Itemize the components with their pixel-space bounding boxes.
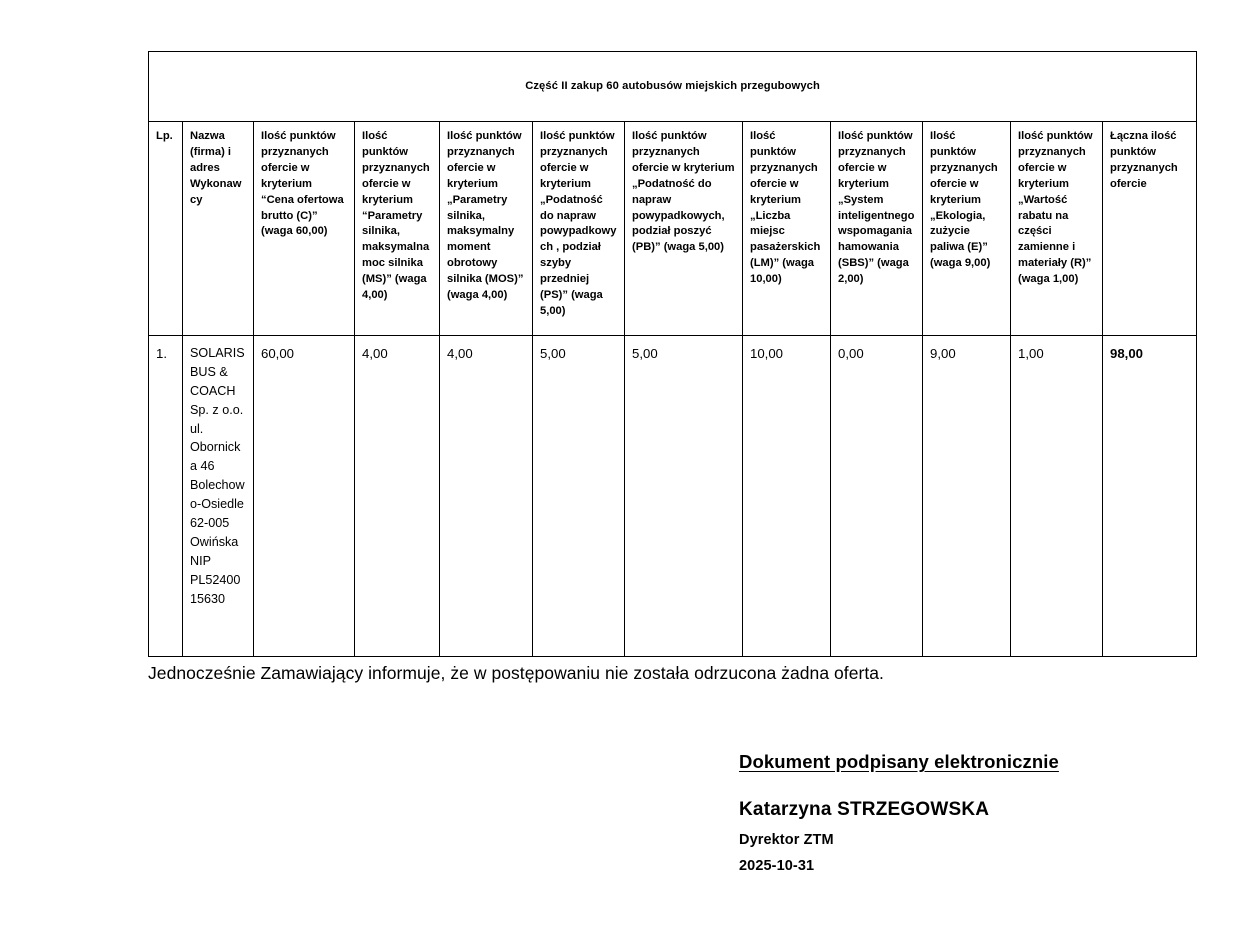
- signatory-name: Katarzyna STRZEGOWSKA: [739, 799, 990, 820]
- cell-score-total: 98,00: [1103, 336, 1197, 657]
- cell-score-r: 1,00: [1011, 336, 1103, 657]
- table-header-row: [149, 122, 1197, 336]
- table-title-row: [149, 52, 1197, 122]
- column-header-price: Ilość punktów przyznanych ofercie w kryterium “Cena ofertowa brutto (C)” (waga 60,00): [254, 122, 355, 336]
- column-header-sbs: Ilość punktów przyznanych ofercie w kryterium „System inteligentnego wspomagania hamowania (SBS)” (waga 2,00): [831, 122, 923, 336]
- table-title: Część II zakup 60 autobusów miejskich przegubowych: [149, 52, 1197, 122]
- column-header-ps: Ilość punktów przyznanych ofercie w kryterium „Podatność do napraw powypadkowych , podział szyby przedniej (PS)” (waga 5,00): [533, 122, 625, 336]
- column-header-lm: Ilość punktów przyznanych ofercie w kryterium „Liczba miejsc pasażerskich (LM)” (waga 10,00): [743, 122, 831, 336]
- column-header-r: Ilość punktów przyznanych ofercie w kryterium „Wartość rabatu na części zamienne i materiały (R)” (waga 1,00): [1011, 122, 1103, 336]
- column-header-lp: Lp.: [149, 122, 183, 336]
- signatory-role: Dyrektor ZTM: [739, 832, 834, 848]
- cell-vendor-name-address: SOLARIS BUS & COACH Sp. z o.o. ul. Obornicka 46 Bolechowo-Osiedle 62-005 Owińska NIP PL5240015630: [183, 336, 254, 657]
- cell-score-pb: 5,00: [625, 336, 743, 657]
- column-header-ms: Ilość punktów przyznanych ofercie w kryterium “Parametry silnika, maksymalna moc silnika (MS)” (waga 4,00): [355, 122, 440, 336]
- cell-score-lm: 10,00: [743, 336, 831, 657]
- cell-score-ps: 5,00: [533, 336, 625, 657]
- column-header-total: Łączna ilość punktów przyznanych ofercie: [1103, 122, 1197, 336]
- electronic-signature-heading: Dokument podpisany elektronicznie: [739, 751, 1059, 772]
- cell-score-e: 9,00: [923, 336, 1011, 657]
- column-header-mos: Ilość punktów przyznanych ofercie w kryterium „Parametry silnika, maksymalny moment obrotowy silnika (MOS)” (waga 4,00): [440, 122, 533, 336]
- table-row: [149, 336, 1197, 657]
- cell-lp: 1.: [149, 336, 183, 657]
- offer-evaluation-table: [148, 51, 1197, 657]
- no-rejected-offers-note: Jednocześnie Zamawiający informuje, że w postępowaniu nie została odrzucona żadna oferta.: [148, 662, 884, 683]
- column-header-name: Nazwa (firma) i adres Wykonawcy: [183, 122, 254, 336]
- cell-score-sbs: 0,00: [831, 336, 923, 657]
- column-header-pb: Ilość punktów przyznanych ofercie w kryterium „Podatność do napraw powypadkowych, podział poszyć (PB)” (waga 5,00): [625, 122, 743, 336]
- cell-score-mos: 4,00: [440, 336, 533, 657]
- signature-block: [739, 751, 1159, 874]
- cell-score-price: 60,00: [254, 336, 355, 657]
- cell-score-ms: 4,00: [355, 336, 440, 657]
- signature-date: 2025-10-31: [739, 858, 815, 874]
- column-header-e: Ilość punktów przyznanych ofercie w kryterium „Ekologia, zużycie paliwa (E)” (waga 9,00): [923, 122, 1011, 336]
